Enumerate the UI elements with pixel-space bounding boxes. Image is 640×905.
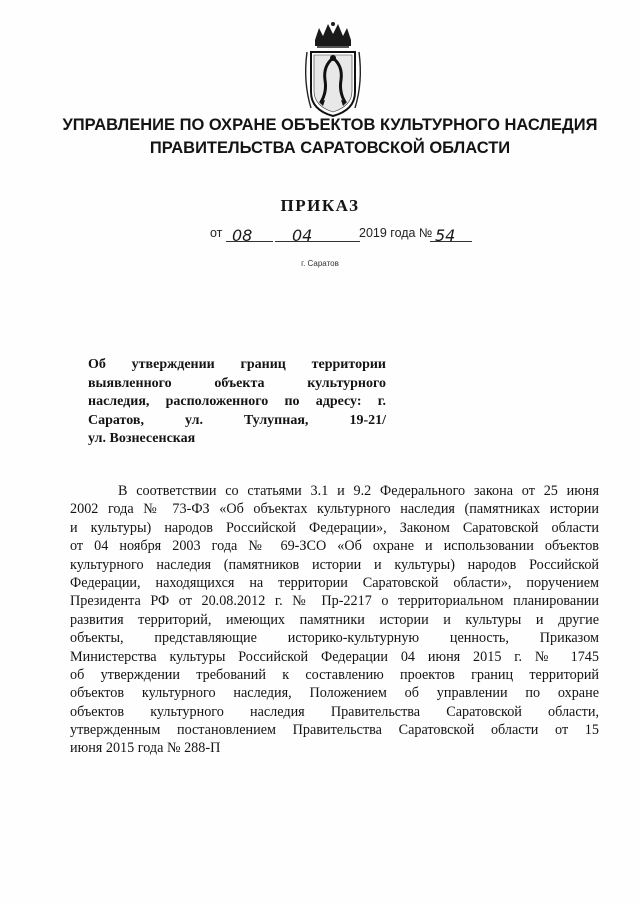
day-underline bbox=[226, 241, 273, 242]
order-year-label: 2019 года № bbox=[359, 226, 433, 240]
body-line: Министерства культуры Российской Федерации 04 июня 2015 г. № 1745 bbox=[70, 648, 599, 665]
order-number: 54 bbox=[435, 226, 456, 245]
org-name-line2: ПРАВИТЕЛЬСТВА САРАТОВСКОЙ ОБЛАСТИ bbox=[149, 139, 511, 157]
body-line: Федерации, находящихся на территории Саратовской области», поручением bbox=[70, 574, 599, 591]
month-underline bbox=[275, 241, 360, 242]
body-line: В соответствии со статьями 3.1 и 9.2 Федерального закона от 25 июня bbox=[118, 483, 599, 499]
order-body-paragraph bbox=[70, 482, 599, 758]
subject-line: выявленного объекта культурного bbox=[88, 375, 386, 391]
org-name-line1: УПРАВЛЕНИЕ ПО ОХРАНЕ ОБЪЕКТОВ КУЛЬТУРНОГО НАСЛЕДИЯ bbox=[62, 116, 598, 134]
body-line: объекты, представляющие историко-культурную ценность, Приказом bbox=[70, 630, 599, 647]
order-subject bbox=[88, 356, 386, 449]
subject-line: Об утверждении границ территории bbox=[88, 357, 386, 372]
body-line: развития территорий, имеющих памятники истории и культуры и другие bbox=[70, 611, 599, 628]
body-line: от 04 ноября 2003 года № 69-ЗСО «Об охране и использовании объектов bbox=[70, 538, 599, 555]
order-date-number-line bbox=[210, 222, 510, 246]
body-line: и культуры) народов Российской Федерации», Законом Саратовской области bbox=[70, 519, 599, 536]
body-line: утвержденным постановлением Правительства Саратовской области от 15 bbox=[70, 722, 599, 739]
body-line: 2002 года № 73-ФЗ «Об объектах культурного наследия (памятниках истории bbox=[70, 501, 599, 518]
body-line: об утверждении требований к составлению проектов границ территорий bbox=[70, 666, 599, 683]
subject-line: наследия, расположенного по адресу: г. bbox=[88, 394, 386, 409]
number-underline bbox=[430, 241, 472, 242]
saratov-coat-of-arms-icon bbox=[301, 22, 365, 118]
order-from-label: от bbox=[210, 226, 223, 240]
body-line: объектов культурного наследия Правительства Саратовской области, bbox=[70, 703, 599, 720]
subject-line: Саратов, ул. Тулупная, 19-21/ bbox=[88, 412, 386, 428]
subject-line: ул. Вознесенская bbox=[88, 431, 196, 446]
body-line: объектов культурного наследия, Положением об управлении по охране bbox=[70, 685, 599, 702]
body-line: Президента РФ от 20.08.2012 г. № Пр-2217 о территориальном планировании bbox=[70, 593, 599, 610]
order-day: 08 bbox=[232, 226, 253, 245]
body-line: культурного наследия (памятников истории и культуры) народов Российской bbox=[70, 556, 599, 573]
order-month: 04 bbox=[292, 226, 313, 245]
body-line: июня 2015 года № 288-П bbox=[70, 740, 221, 757]
order-city: г. Саратов bbox=[301, 259, 339, 268]
order-title: ПРИКАЗ bbox=[280, 196, 360, 215]
